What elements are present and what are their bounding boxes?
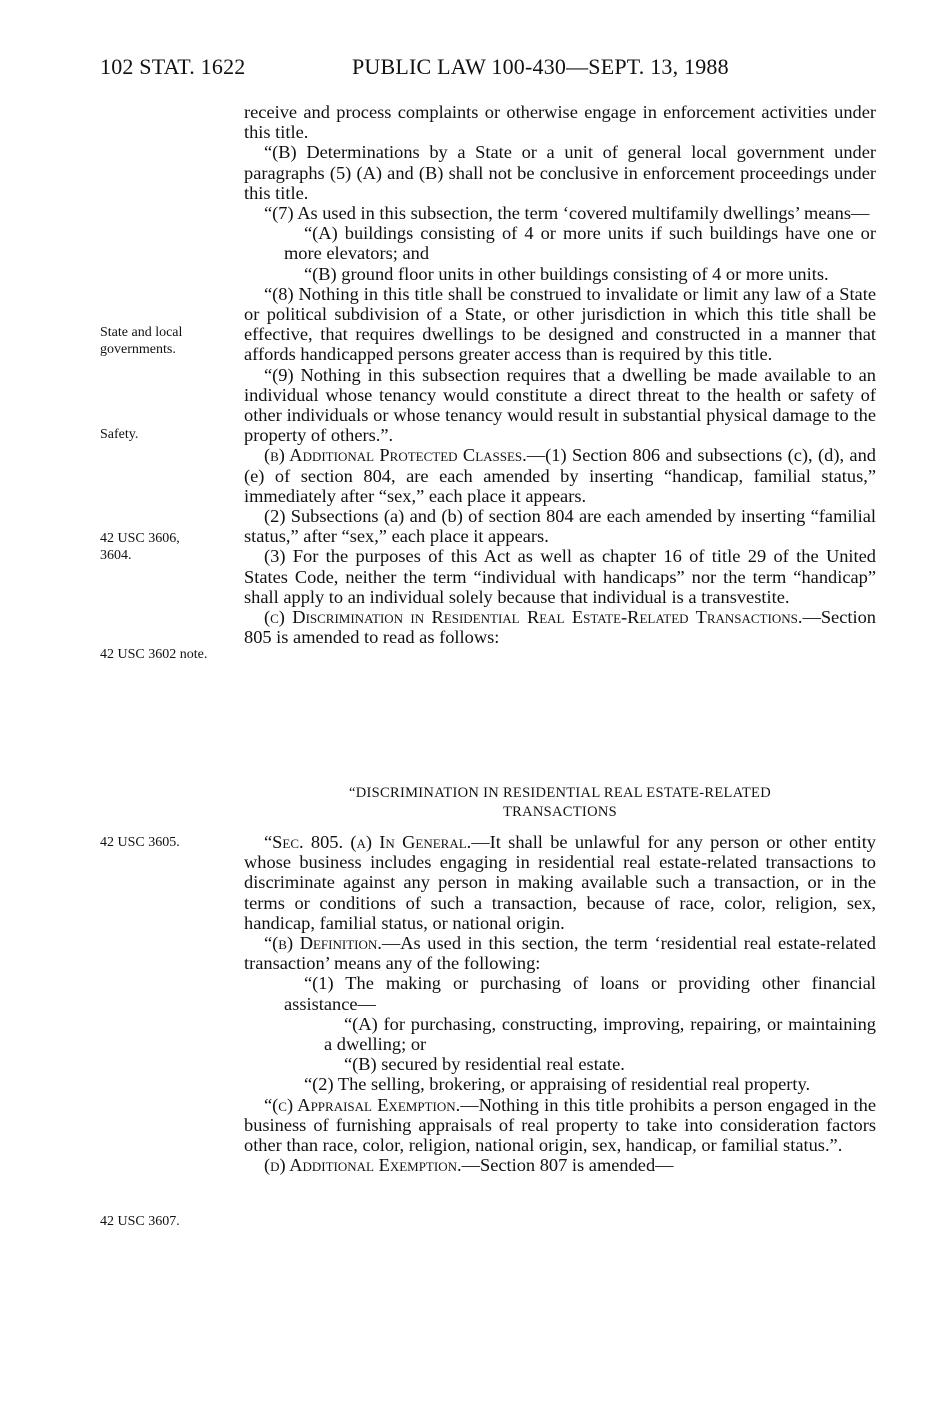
paragraph: “(B) secured by residential real estate. bbox=[344, 1054, 625, 1075]
margin-note-usc-3606: 42 USC 3606, 3604. bbox=[100, 531, 180, 563]
paragraph bbox=[244, 933, 876, 973]
paragraph: receive and process complaints or otherwise engage in enforcement activities under this title. bbox=[244, 102, 876, 143]
paragraph: “(9) Nothing in this subsection requires that a dwelling be made available to an individual whose tenancy would constitute a direct threat to the health or safety of other individuals or whose tenancy would result in substantial physical damage to the property of others.”. bbox=[244, 364, 876, 446]
subsection-text: —Nothing in this title prohibits a person engaged in the business of furnishing appraisals of real property to take into consideration factors other than race, color, religion, national origin, sex, handicap, or familial status.”. bbox=[244, 1094, 876, 1156]
subsection-text: —Section 805 is amended to read as follows: bbox=[244, 607, 876, 648]
margin-note-state-local: State and local governments. bbox=[100, 325, 183, 357]
running-header: PUBLIC LAW 100-430—SEPT. 13, 1988 bbox=[352, 54, 729, 79]
paragraph bbox=[244, 1095, 876, 1156]
subsection-text: —(1) Section 806 and subsections (c), (d), and (e) of section 804, are each amended by inserting “handicap, familial status,” immediately after “sex,” each place it appears. bbox=[244, 445, 876, 506]
paragraph: “(2) The selling, brokering, or appraising of residential real property. bbox=[304, 1074, 811, 1095]
page-stat-number: 102 STAT. 1622 bbox=[100, 54, 246, 79]
margin-note-usc-3605: 42 USC 3605. bbox=[100, 835, 180, 850]
paragraph bbox=[244, 445, 876, 506]
paragraph: “(8) Nothing in this title shall be construed to invalidate or limit any law of a State or political subdivision of a State, or other jurisdiction in which this title shall be effective, that requires dwellings to be designed and constructed in a manner that affords handicapped persons greater access than is required by this title. bbox=[244, 283, 876, 365]
margin-note-safety: Safety. bbox=[100, 427, 139, 442]
paragraph: “(A) for purchasing, constructing, improving, repairing, or maintaining a dwelling; or bbox=[324, 1013, 876, 1055]
subsection-heading: (c) Discrimination in Residential Real Estate-Related Transactions. bbox=[264, 607, 803, 628]
subsection-heading: (d) Additional Exemption. bbox=[264, 1155, 462, 1176]
paragraph: “(A) buildings consisting of 4 or more units if such buildings have one or more elevators; and bbox=[284, 223, 876, 264]
paragraph bbox=[244, 1155, 876, 1175]
section-heading-line: “DISCRIMINATION IN RESIDENTIAL REAL ESTATE-RELATED bbox=[349, 785, 771, 801]
subsection-text: —Section 807 is amended— bbox=[461, 1155, 674, 1176]
paragraph: “(1) The making or purchasing of loans or providing other financial assistance— bbox=[284, 973, 876, 1014]
subsection-heading: (b) Additional Protected Classes. bbox=[264, 445, 527, 466]
paragraph: “(7) As used in this subsection, the term ‘covered multifamily dwellings’ means— bbox=[264, 203, 870, 224]
section-lead: “Sec. 805. (a) In General. bbox=[264, 832, 472, 852]
margin-note-usc-3602: 42 USC 3602 note. bbox=[100, 647, 208, 662]
section-text: —It shall be unlawful for any person or other entity whose business includes engaging in residential real estate-related transactions to discriminate against any person in making available such a transaction, or in the terms or conditions of such a transaction, because of race, color, religion, sex, handicap, familial status, or national origin. bbox=[244, 832, 877, 933]
paragraph: (2) Subsections (a) and (b) of section 804 are each amended by inserting “familial status,” after “sex,” each place it appears. bbox=[244, 506, 876, 547]
subsection-heading: “(c) Appraisal Exemption. bbox=[264, 1094, 461, 1115]
paragraph: “(B) Determinations by a State or a unit of general local government under paragraphs (5) (A) and (B) shall not be conclusive in enforcement proceedings under this title. bbox=[244, 142, 876, 203]
margin-note-usc-3607: 42 USC 3607. bbox=[100, 1214, 180, 1229]
paragraph: (3) For the purposes of this Act as well as chapter 16 of title 29 of the United States Code, neither the term “individual with handicaps” nor the term “handicap” shall apply to an individual solely because that individual is a transvestite. bbox=[244, 546, 876, 607]
section-heading bbox=[244, 784, 876, 822]
paragraph bbox=[244, 832, 876, 933]
subsection-heading: “(b) Definition. bbox=[264, 933, 382, 954]
paragraph bbox=[244, 607, 876, 647]
section-heading-line: TRANSACTIONS bbox=[503, 804, 617, 820]
body-block-2 bbox=[244, 832, 876, 1175]
paragraph: “(B) ground floor units in other buildings consisting of 4 or more units. bbox=[304, 263, 829, 284]
subsection-text: —As used in this section, the term ‘residential real estate-related transaction’ means any of the following: bbox=[244, 933, 877, 974]
body-block-1 bbox=[244, 102, 876, 647]
